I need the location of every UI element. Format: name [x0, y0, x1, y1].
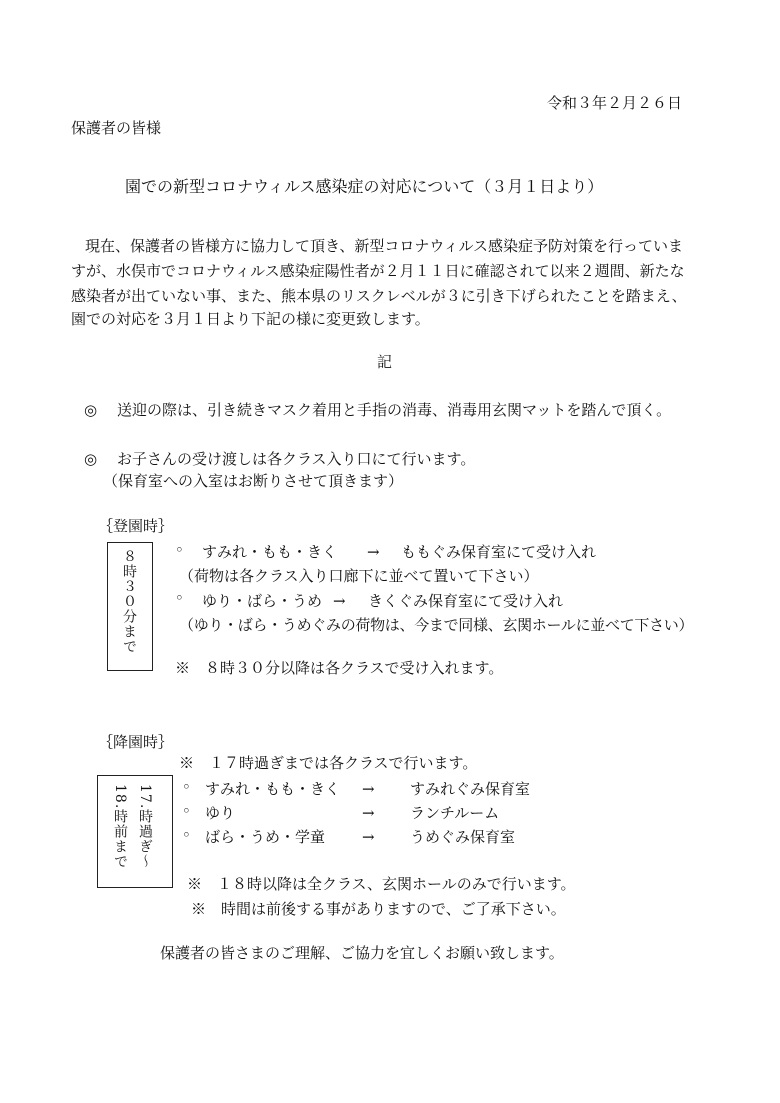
departure-row-2-right: ランチルーム: [410, 804, 500, 822]
departure-row-2-left: ゆり: [205, 804, 236, 822]
arrival-row-2-note: （ゆり・ばら・うめぐみの荷物は、今まで同様、玄関ホールに並べて下さい）: [179, 616, 694, 634]
departure-row-3-left: ばら・うめ・学童: [205, 828, 326, 846]
arrival-time-text: ８時３０分まで: [121, 549, 137, 654]
ki-heading: 記: [377, 353, 393, 371]
departure-note-2: ※ 時間は前後する事がありますので、ご了承下さい。: [191, 900, 566, 918]
item-1-text: 送迎の際は、引き続きマスク着用と手指の消毒、消毒用玄関マットを踏んで頂く。: [117, 401, 672, 419]
intro-line-4: 園での対応を３月１日より下記の様に変更致します。: [71, 310, 430, 328]
departure-time-text-b: 18.時前まで: [112, 784, 128, 870]
departure-row-1-bullet: ◦: [182, 778, 191, 796]
arrival-row-1-right: ももぐみ保育室にて受け入れ: [401, 543, 597, 561]
item-2-text: お子さんの受け渡しは各クラス入り口にて行います。: [117, 450, 476, 468]
departure-heading: ｛降園時｝: [98, 733, 174, 751]
departure-intro: ※ １７時過ぎまでは各クラスで行います。: [179, 754, 478, 772]
item-1-mark: ◎: [84, 401, 98, 419]
departure-row-3-arrow: →: [362, 828, 375, 846]
departure-row-1-arrow: →: [362, 780, 375, 798]
departure-row-2-arrow: →: [362, 804, 375, 822]
arrival-row-2-bullet: ◦: [175, 589, 184, 607]
departure-row-1-left: すみれ・もも・きく: [205, 780, 341, 798]
arrival-row-1-note: （荷物は各クラス入り口廊下に並べて置いて下さい）: [179, 567, 539, 585]
item-2-mark: ◎: [84, 450, 98, 468]
arrival-row-1-bullet: ◦: [175, 541, 184, 559]
arrival-row-2-arrow: →: [333, 592, 346, 610]
arrival-time-box: [107, 542, 153, 671]
departure-row-1-right: すみれぐみ保育室: [410, 780, 531, 798]
recipient-line: 保護者の皆様: [71, 119, 162, 137]
departure-note-1: ※ １８時以降は全クラス、玄関ホールのみで行います。: [187, 875, 576, 893]
departure-time-box: [97, 775, 173, 888]
departure-row-2-bullet: ◦: [182, 802, 191, 820]
arrival-row-1-arrow: →: [367, 543, 380, 561]
page-title: 園での新型コロナウィルス感染症の対応について（３月１日より）: [125, 177, 604, 196]
intro-line-2: すが、水俣市でコロナウィルス感染症陽性者が２月１１日に確認されて以来２週間、新たな: [71, 262, 685, 280]
departure-time-text-a: 17.時過ぎ～: [137, 784, 153, 870]
departure-row-3-bullet: ◦: [182, 826, 191, 844]
closing-line: 保護者の皆さまのご理解、ご協力を宜しくお願い致します。: [160, 944, 564, 962]
intro-line-3: 感染者が出ていない事、また、熊本県のリスクレベルが３に引き下げられたことを踏まえ、: [71, 287, 687, 305]
document-date: 令和３年２月２６日: [547, 94, 683, 112]
arrival-heading: ｛登園時｝: [98, 517, 174, 535]
item-2-sub: （保育室への入室はお断りさせて頂きます）: [103, 472, 404, 490]
arrival-row-2-right: きくぐみ保育室にて受け入れ: [368, 592, 564, 610]
intro-line-1: 現在、保護者の皆様方に協力して頂き、新型コロナウィルス感染症予防対策を行っていま: [85, 237, 684, 255]
arrival-row-2-left: ゆり・ばら・うめ: [202, 592, 323, 610]
arrival-row-1-left: すみれ・もも・きく: [202, 543, 338, 561]
departure-row-3-right: うめぐみ保育室: [410, 828, 516, 846]
arrival-footnote: ※ ８時３０分以降は各クラスで受け入れます。: [175, 659, 504, 677]
